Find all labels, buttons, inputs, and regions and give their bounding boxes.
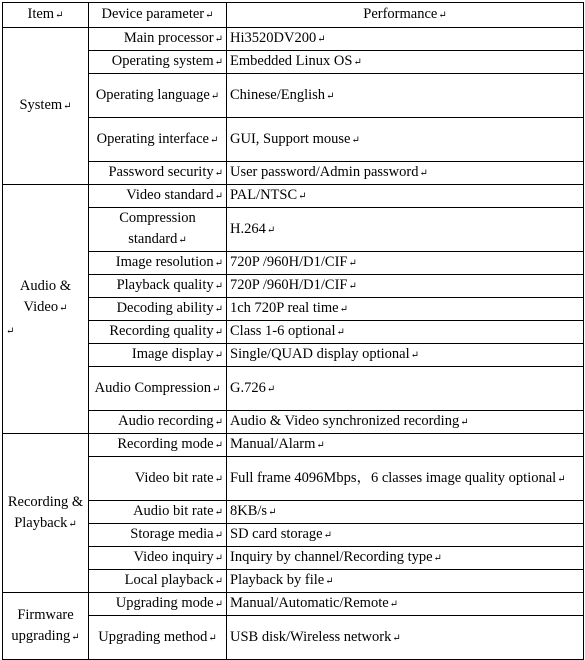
param-cell: Video bit rate↵	[89, 457, 227, 501]
value-cell: Inquiry by channel/Recording type↵	[227, 547, 584, 570]
table-row	[3, 434, 584, 457]
value-cell: Manual/Automatic/Remote↵	[227, 593, 584, 616]
table-row	[3, 547, 584, 570]
param-cell: Video standard↵	[89, 185, 227, 208]
param-cell: Upgrading mode↵	[89, 593, 227, 616]
param-cell: Main processor↵	[89, 28, 227, 51]
param-cell: Operating language↵	[89, 74, 227, 118]
param-cell: Video inquiry↵	[89, 547, 227, 570]
value-cell: Hi3520DV200↵	[227, 28, 584, 51]
table-row	[3, 321, 584, 344]
param-cell: Audio recording↵	[89, 411, 227, 434]
param-cell: Local playback↵	[89, 570, 227, 593]
table-row	[3, 367, 584, 411]
value-cell: Class 1-6 optional↵	[227, 321, 584, 344]
table-row	[3, 118, 584, 162]
value-cell: H.264↵	[227, 208, 584, 252]
table-row	[3, 593, 584, 616]
value-cell: G.726↵	[227, 367, 584, 411]
table-row	[3, 162, 584, 185]
table-row	[3, 411, 584, 434]
value-cell: Chinese/English↵	[227, 74, 584, 118]
param-cell: Decoding ability↵	[89, 298, 227, 321]
param-cell: Audio bit rate↵	[89, 501, 227, 524]
group-system: System↵	[3, 28, 89, 185]
value-cell: Single/QUAD display optional↵	[227, 344, 584, 367]
header-performance: Performance↵	[227, 3, 584, 28]
value-cell: Audio & Video synchronized recording↵	[227, 411, 584, 434]
value-cell: PAL/NTSC↵	[227, 185, 584, 208]
value-cell: Manual/Alarm↵	[227, 434, 584, 457]
param-cell: Operating interface↵	[89, 118, 227, 162]
table-row	[3, 501, 584, 524]
param-cell: Storage media↵	[89, 524, 227, 547]
value-cell: Full frame 4096Mbps，6 classes image quality optional↵	[227, 457, 584, 501]
table-row	[3, 457, 584, 501]
table-row	[3, 51, 584, 74]
param-cell: Recording quality↵	[89, 321, 227, 344]
table-row	[3, 185, 584, 208]
value-cell: GUI, Support mouse↵	[227, 118, 584, 162]
param-cell: Recording mode↵	[89, 434, 227, 457]
table-row	[3, 616, 584, 660]
value-cell: 8KB/s↵	[227, 501, 584, 524]
table-row	[3, 570, 584, 593]
param-cell: Playback quality↵	[89, 275, 227, 298]
param-cell: Password security↵	[89, 162, 227, 185]
table-row	[3, 524, 584, 547]
value-cell: 720P /960H/D1/CIF↵	[227, 252, 584, 275]
header-item: Item↵	[3, 3, 89, 28]
header-row	[3, 3, 584, 28]
group-firmware: Firmware upgrading↵	[3, 593, 89, 660]
table-row	[3, 275, 584, 298]
param-cell: Image display↵	[89, 344, 227, 367]
group-audio-video: Audio & Video↵ ↵	[3, 185, 89, 434]
value-cell: Playback by file↵	[227, 570, 584, 593]
table-row	[3, 74, 584, 118]
table-row	[3, 252, 584, 275]
value-cell: SD card storage↵	[227, 524, 584, 547]
value-cell: 1ch 720P real time↵	[227, 298, 584, 321]
header-parameter: Device parameter↵	[89, 3, 227, 28]
param-cell: Compression standard↵	[89, 208, 227, 252]
value-cell: User password/Admin password↵	[227, 162, 584, 185]
table-row	[3, 344, 584, 367]
value-cell: 720P /960H/D1/CIF↵	[227, 275, 584, 298]
table-row	[3, 208, 584, 252]
table-row	[3, 28, 584, 51]
spec-table	[2, 2, 584, 660]
param-cell: Upgrading method↵	[89, 616, 227, 660]
value-cell: Embedded Linux OS↵	[227, 51, 584, 74]
table-row	[3, 298, 584, 321]
value-cell: USB disk/Wireless network↵	[227, 616, 584, 660]
param-cell: Image resolution↵	[89, 252, 227, 275]
group-recording-playback: Recording & Playback↵	[3, 434, 89, 593]
param-cell: Operating system↵	[89, 51, 227, 74]
param-cell: Audio Compression↵	[89, 367, 227, 411]
